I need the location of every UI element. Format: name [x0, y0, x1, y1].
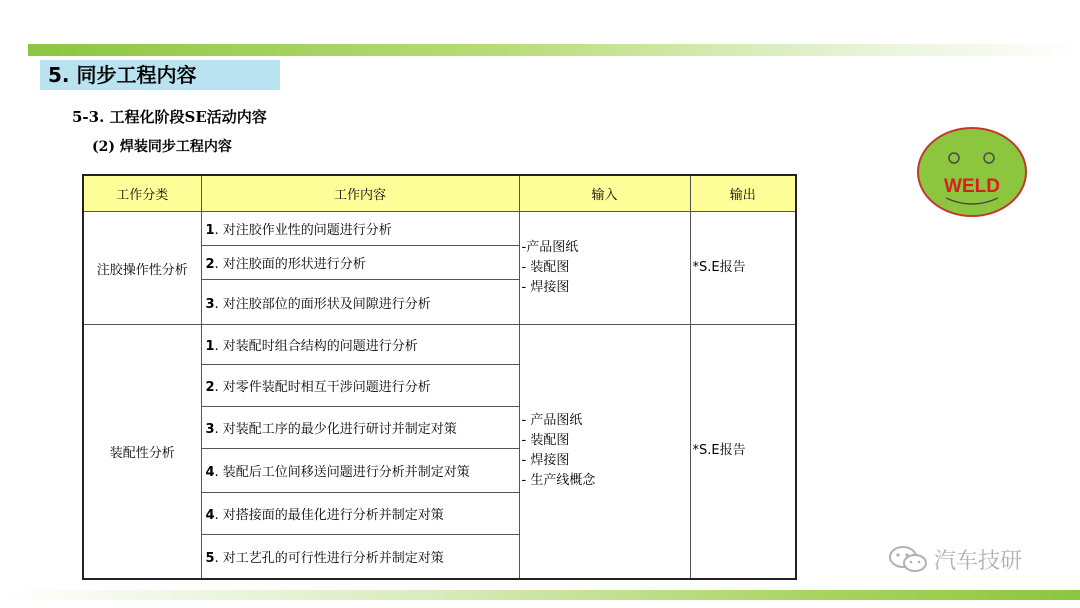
- section-subsubtitle: (2) 焊装同步工程内容: [92, 139, 232, 155]
- output-cell: *S.E报告: [690, 212, 796, 325]
- input-line: - 装配图: [521, 260, 570, 275]
- work-item: 2. 对注胶面的形状进行分析: [201, 246, 519, 280]
- header-output: 输出: [690, 175, 796, 212]
- work-item: 4. 对搭接面的最佳化进行分析并制定对策: [201, 493, 519, 535]
- input-cell: [519, 212, 690, 325]
- input-line: -产品图纸: [521, 240, 579, 255]
- watermark: [888, 544, 1022, 580]
- slide-title: 5. 同步工程内容: [40, 60, 280, 90]
- table-header-row: [83, 175, 796, 212]
- header-content: 工作内容: [201, 175, 519, 212]
- logo-text: WELD: [944, 176, 1000, 197]
- input-line: - 生产线概念: [521, 473, 596, 489]
- input-line: - 焊接图: [521, 453, 570, 469]
- top-accent-bar: [28, 44, 1080, 56]
- work-item: 1. 对注胶作业性的问题进行分析: [201, 212, 519, 246]
- input-line: - 产品图纸: [521, 413, 583, 429]
- wechat-icon: [888, 544, 928, 580]
- work-item: 4. 装配后工位间移送问题进行分析并制定对策: [201, 449, 519, 493]
- watermark-text: 汽车技研: [934, 549, 1023, 574]
- table-row: [83, 212, 796, 246]
- table-row: [83, 325, 796, 365]
- output-cell: *S.E报告: [690, 325, 796, 579]
- category-cell: 注胶操作性分析: [83, 212, 201, 325]
- work-item: 2. 对零件装配时相互干涉问题进行分析: [201, 365, 519, 407]
- header-category: 工作分类: [83, 175, 201, 212]
- category-cell: 装配性分析: [83, 325, 201, 579]
- weld-smiley-logo: [916, 126, 1028, 218]
- header-input: 输入: [519, 175, 690, 212]
- section-subtitle: 5-3. 工程化阶段SE活动内容: [72, 108, 267, 126]
- input-line: - 焊接图: [521, 280, 570, 295]
- bottom-accent-bar: [0, 590, 1080, 600]
- work-item: 1. 对装配时组合结构的问题进行分析: [201, 325, 519, 365]
- logo-face: [918, 128, 1026, 216]
- se-content-table: [82, 174, 797, 580]
- work-item: 3. 对注胶部位的面形状及间隙进行分析: [201, 280, 519, 325]
- input-cell: [519, 325, 690, 579]
- input-line: - 装配图: [521, 433, 570, 449]
- work-item: 5. 对工艺孔的可行性进行分析并制定对策: [201, 535, 519, 579]
- work-item: 3. 对装配工序的最少化进行研讨并制定对策: [201, 407, 519, 449]
